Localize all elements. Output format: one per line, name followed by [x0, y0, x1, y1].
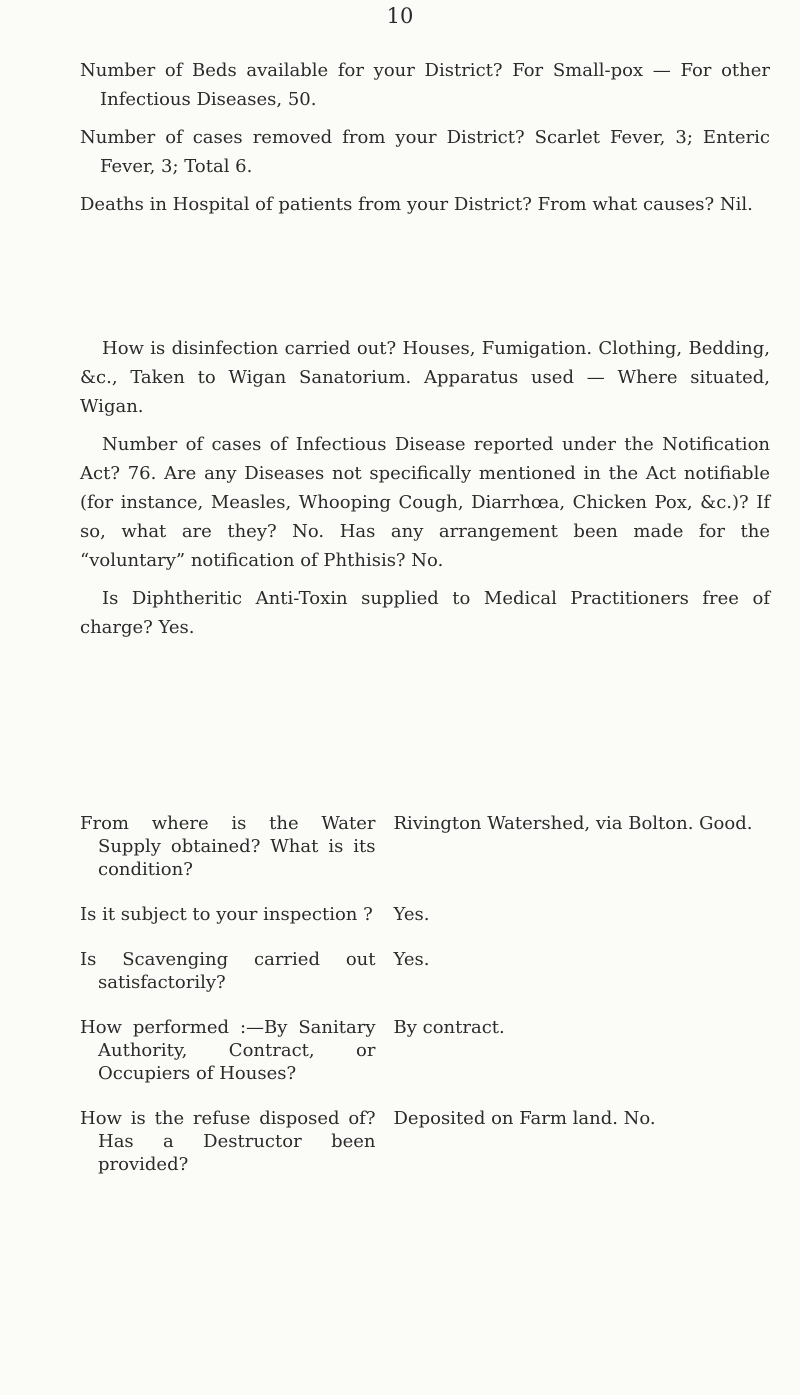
answer: Yes.: [393, 949, 430, 970]
qa-row-refuse: [80, 1107, 780, 1176]
answer: By contract.: [393, 1017, 505, 1038]
question: From where is the Water Supply obtained? What is its condition?: [80, 813, 376, 880]
paragraph-disinfection: How is disinfection carried out? Houses, Fumigation. Clothing, Bedding, &c., Taken to Wigan Sanatorium. Apparatus used — Where situated, Wigan.: [80, 338, 770, 417]
paragraph-deaths: Deaths in Hospital of patients from your District? From what causes? Nil.: [80, 194, 753, 215]
question: How is the refuse disposed of? Has a Destructor been provided?: [80, 1108, 376, 1175]
qa-row-water: [80, 812, 780, 881]
question: Is Scavenging carried out satisfactorily?: [80, 949, 376, 993]
qa-row-scavenging: [80, 948, 780, 994]
paragraph-cases-removed: Number of cases removed from your District? Scarlet Fever, 3; Enteric Fever, 3; Total 6.: [80, 127, 770, 177]
question: How performed :—By Sanitary Authority, Contract, or Occupiers of Houses?: [80, 1017, 376, 1084]
answer: Yes.: [393, 904, 430, 925]
page-number: 10: [386, 4, 414, 28]
qa-row-performed: [80, 1016, 780, 1085]
paragraph-beds: Number of Beds available for your District? For Small-pox — For other Infectious Diseases, 50.: [80, 60, 770, 110]
answer: Deposited on Farm land. No.: [393, 1108, 656, 1129]
hospital-paragraphs: [80, 56, 770, 228]
question-answer-table: [80, 812, 780, 1198]
paragraph-antitoxin: Is Diphtheritic Anti-Toxin supplied to Medical Practitioners free of charge? Yes.: [80, 588, 770, 638]
paragraph-notification: Number of cases of Infectious Disease reported under the Notification Act? 76. Are any Diseases not specifically mentioned in the Act notifiable (for instance, Measles, Whooping Cough, Diarrhœa, Chicken Pox, &c.)? If so, what are they? No. Has any arrangement been made for the “voluntary” notification of Phthisis? No.: [80, 434, 770, 571]
question: Is it subject to your inspection ?: [80, 904, 373, 925]
qa-row-inspection: [80, 903, 780, 926]
answer: Rivington Watershed, via Bolton. Good.: [393, 813, 753, 834]
disinfection-paragraphs: [80, 334, 770, 651]
